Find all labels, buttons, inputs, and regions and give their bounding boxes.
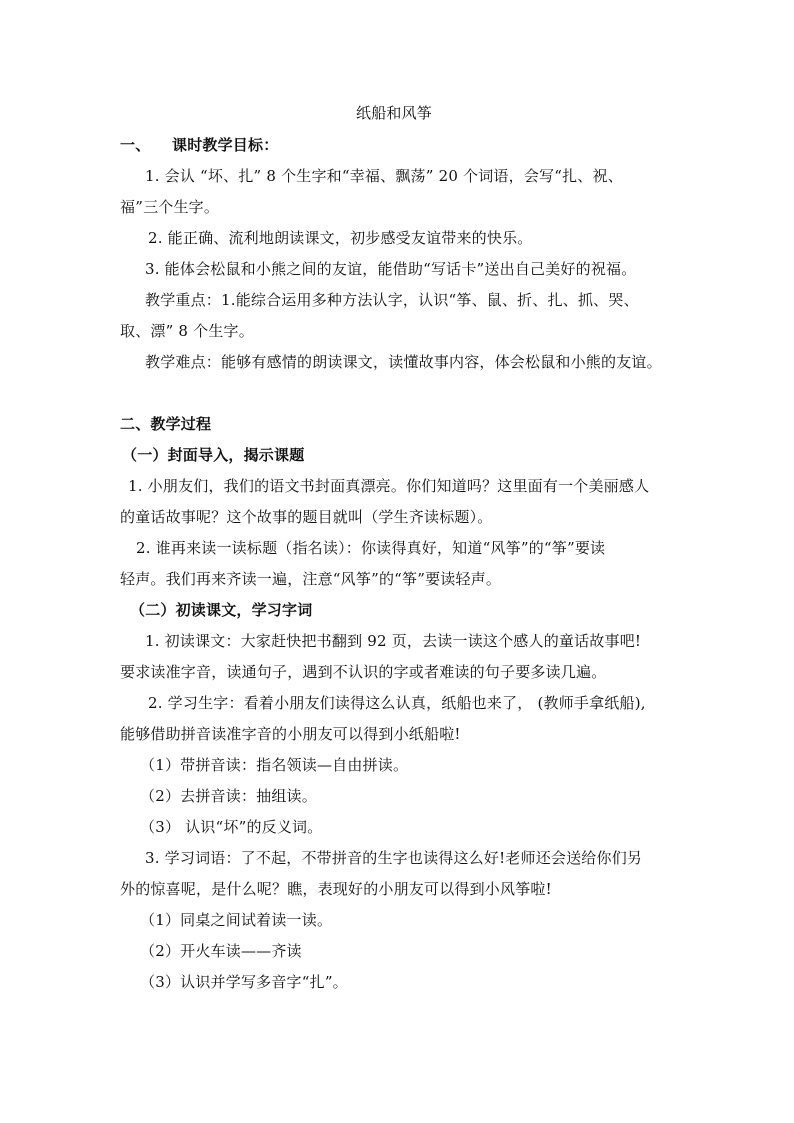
- key-points-line2: 取、漂” 8 个生字。: [120, 322, 254, 340]
- section1-heading: 课时教学目标：: [172, 136, 279, 154]
- part2-heading: （二）初读课文，学习字词: [130, 601, 313, 619]
- part1-p1-line1: 1. 小朋友们，我们的语文书封面真漂亮。你们知道吗？这里面有一个美丽感人: [128, 477, 650, 495]
- part2-p1-line2: 要求读准字音，读通句子，遇到不认识的字或者难读的句子要多读几遍。: [120, 663, 607, 681]
- section1-number: 一、: [120, 136, 151, 154]
- section2-heading: 二、教学过程: [120, 415, 212, 433]
- objective-3: 3. 能体会松鼠和小熊之间的友谊，能借助“写话卡”送出自己美好的祝福。: [145, 260, 637, 278]
- section1-heading-row: [120, 135, 278, 155]
- part1-p1-line2: 的童话故事呢？这个故事的题目就叫（学生齐读标题）。: [120, 508, 493, 526]
- difficult-points: 教学难点：能够有感情的朗读课文，读懂故事内容，体会松鼠和小熊的友谊。: [145, 353, 662, 371]
- part2-p2-line1: 2. 学习生字：看着小朋友们读得这么认真，纸船也来了， (教师手拿纸船),: [148, 694, 646, 712]
- part2-p3-sub3: （3）认识并学写多音字“扎”。: [140, 973, 348, 991]
- part1-p2-line2: 轻声。我们再来齐读一遍，注意“风筝”的“筝”要读轻声。: [120, 570, 502, 588]
- objective-1-line2: 福”三个生字。: [120, 198, 220, 216]
- part2-p2-sub3: （3） 认识“坏”的反义词。: [140, 818, 323, 836]
- part2-p2-sub1: （1）带拼音读：指名领读—自由拼读。: [140, 756, 409, 774]
- part2-p3-line1: 3. 学习词语：了不起，不带拼音的生字也读得这么好!老师还会送给你们另: [145, 849, 643, 867]
- part2-p3-sub1: （1）同桌之间试着读一读。: [140, 911, 333, 929]
- part2-p1-line1: 1. 初读课文：大家赶快把书翻到 92 页，去读一读这个感人的童话故事吧!: [145, 632, 642, 650]
- part1-p2-line1: 2. 谁再来读一读标题（指名读）：你读得真好，知道“风筝”的“筝”要读: [136, 539, 606, 557]
- part2-p2-sub2: （2）去拼音读：抽组读。: [140, 787, 317, 805]
- document-title: 纸船和风筝: [356, 104, 433, 122]
- part2-p2-line2: 能够借助拼音读准字音的小朋友可以得到小纸船啦!: [120, 725, 461, 743]
- objective-2: 2. 能正确、流利地朗读课文，初步感受友谊带来的快乐。: [148, 229, 533, 247]
- key-points-line1: 教学重点：1.能综合运用多种方法认字，认识“筝、鼠、折、扎、抓、哭、: [145, 291, 639, 309]
- objective-1-line1: 1. 会认 “坏、扎” 8 个生字和“幸福、飘荡” 20 个词语，会写“扎、祝、: [145, 167, 623, 185]
- part2-p3-line2: 外的惊喜呢，是什么呢？瞧，表现好的小朋友可以得到小风筝啦!: [120, 880, 552, 898]
- part1-heading: （一）封面导入，揭示课题: [122, 446, 305, 464]
- part2-p3-sub2: （2）开火车读——齐读: [140, 942, 302, 960]
